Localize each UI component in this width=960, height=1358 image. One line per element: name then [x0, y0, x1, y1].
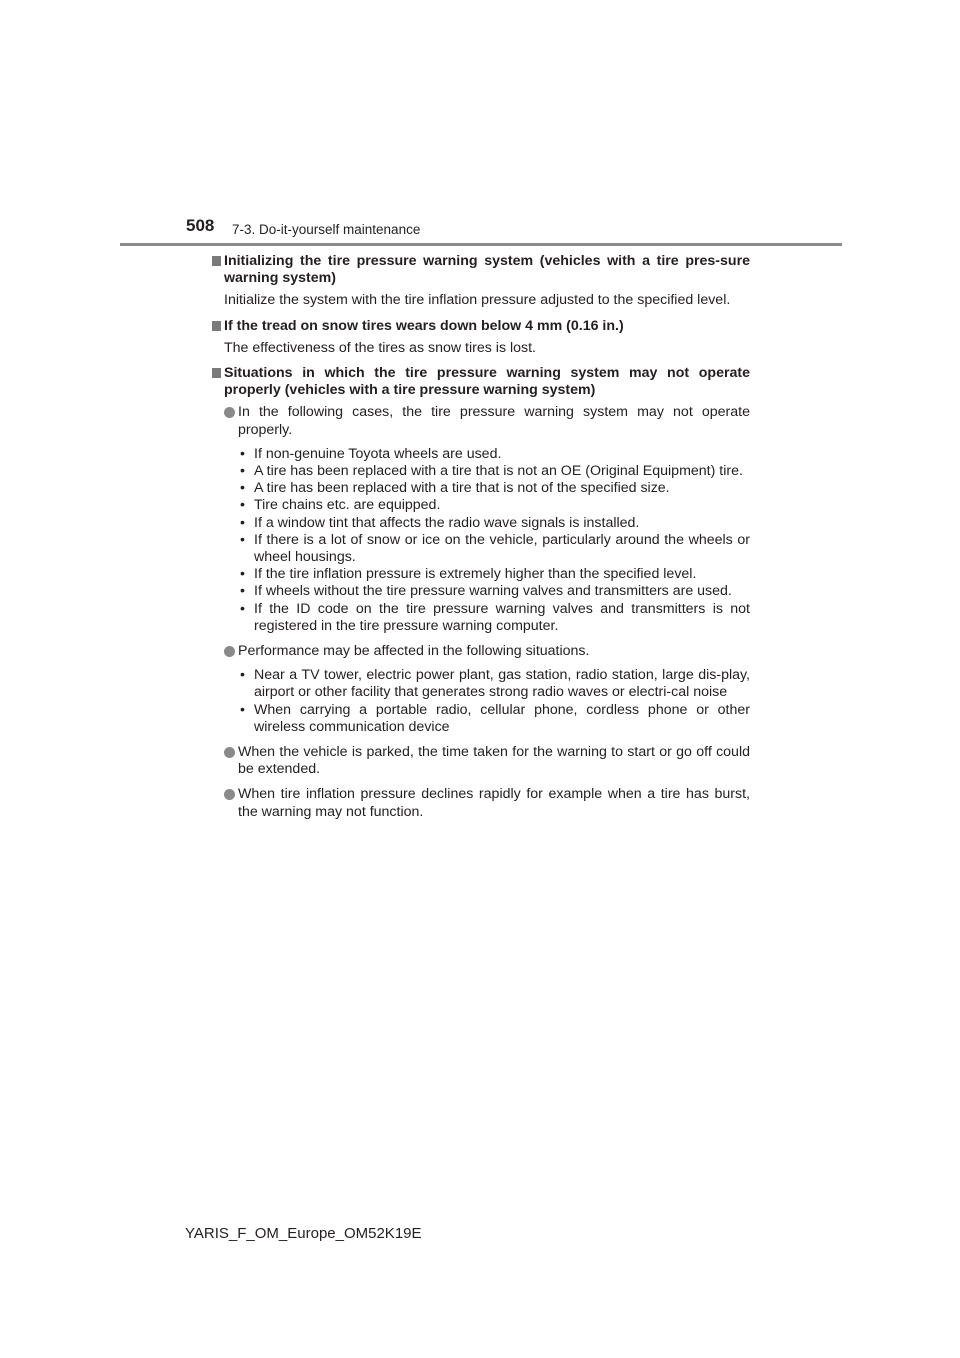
- sub-item-text: A tire has been replaced with a tire that is not an OE (Original Equipment) tire.: [254, 463, 743, 480]
- bullet-item: [224, 744, 750, 778]
- bullet-text: In the following cases, the tire pressure warning system may not operate properly.: [238, 404, 750, 438]
- sub-bullet-icon: •: [240, 566, 245, 583]
- section-body: The effectiveness of the tires as snow tires is lost.: [224, 339, 537, 356]
- section-heading: Initializing the tire pressure warning system (vehicles with a tire pres-sure warning system): [224, 253, 750, 287]
- footer-doc-code: YARIS_F_OM_Europe_OM52K19E: [185, 1225, 422, 1242]
- sub-list-item: [240, 667, 750, 701]
- bullet-text: When the vehicle is parked, the time taken for the warning to start or go off could be extended.: [238, 744, 750, 778]
- bullet-item: [224, 643, 750, 736]
- bullet-item: [224, 786, 750, 820]
- sub-bullet-icon: •: [240, 497, 245, 514]
- sub-bullet-icon: •: [240, 480, 245, 497]
- sub-item-text: If the ID code on the tire pressure warning valves and transmitters is not registered in the tire pressure warning computer.: [254, 600, 750, 634]
- sub-bullet-icon: •: [240, 531, 245, 548]
- sub-item-text: Near a TV tower, electric power plant, gas station, radio station, large dis-play, airport or other facility that generates strong radio waves or electri-cal noise: [254, 667, 750, 701]
- section-situations: [212, 365, 750, 821]
- square-bullet-icon: [212, 321, 221, 331]
- bullet-text: When tire inflation pressure declines rapidly for example when a tire has burst, the warning may not function.: [238, 786, 750, 820]
- page-number: 508: [186, 216, 215, 235]
- section-body: Initialize the system with the tire inflation pressure adjusted to the specified level.: [224, 292, 731, 309]
- sub-bullet-icon: •: [240, 463, 245, 480]
- sub-list-item: [240, 515, 750, 532]
- round-bullet-icon: [224, 407, 235, 418]
- sub-item-text: If there is a lot of snow or ice on the vehicle, particularly around the wheels or wheel housings.: [254, 531, 750, 566]
- page-content: [212, 253, 750, 829]
- sub-list-item: [240, 601, 750, 635]
- sub-list-item: [240, 702, 750, 736]
- sub-bullet-icon: •: [240, 600, 245, 617]
- sub-item-text: If wheels without the tire pressure warning valves and transmitters are used.: [254, 583, 732, 600]
- section-heading: Situations in which the tire pressure warning system may not operate properly (vehicles with a tire pressure warning system): [224, 365, 750, 399]
- sub-list-item: [240, 463, 750, 480]
- round-bullet-icon: [224, 789, 235, 800]
- bullet-item: [224, 404, 750, 635]
- sub-item-text: If the tire inflation pressure is extremely higher than the specified level.: [254, 566, 697, 583]
- sub-item-text: Tire chains etc. are equipped.: [254, 497, 441, 514]
- section-snow-tires: [212, 318, 750, 357]
- section-heading: If the tread on snow tires wears down below 4 mm (0.16 in.): [224, 317, 624, 334]
- sub-bullet-icon: •: [240, 701, 245, 718]
- bullet-text: Performance may be affected in the following situations.: [238, 643, 590, 660]
- round-bullet-icon: [224, 646, 235, 657]
- sub-bullet-icon: •: [240, 667, 245, 684]
- sub-list: [238, 446, 750, 635]
- sub-list: [238, 667, 750, 736]
- sub-list-item: [240, 532, 750, 566]
- sub-list-item: [240, 566, 750, 583]
- sub-bullet-icon: •: [240, 583, 245, 600]
- sub-item-text: A tire has been replaced with a tire that is not of the specified size.: [254, 480, 670, 497]
- sub-item-text: When carrying a portable radio, cellular phone, cordless phone or other wireless communication device: [254, 701, 750, 735]
- header-rule: [120, 243, 842, 246]
- sub-list-item: [240, 480, 750, 497]
- sub-item-text: If non-genuine Toyota wheels are used.: [254, 445, 502, 462]
- sub-list-item: [240, 446, 750, 463]
- round-bullet-icon: [224, 747, 235, 758]
- sub-bullet-icon: •: [240, 514, 245, 531]
- section-initializing: [212, 253, 750, 310]
- section-title: 7-3. Do-it-yourself maintenance: [232, 222, 421, 237]
- sub-list-item: [240, 583, 750, 600]
- sub-list-item: [240, 497, 750, 514]
- sub-bullet-icon: •: [240, 445, 245, 462]
- square-bullet-icon: [212, 368, 221, 378]
- sub-item-text: If a window tint that affects the radio wave signals is installed.: [254, 514, 640, 531]
- square-bullet-icon: [212, 256, 221, 266]
